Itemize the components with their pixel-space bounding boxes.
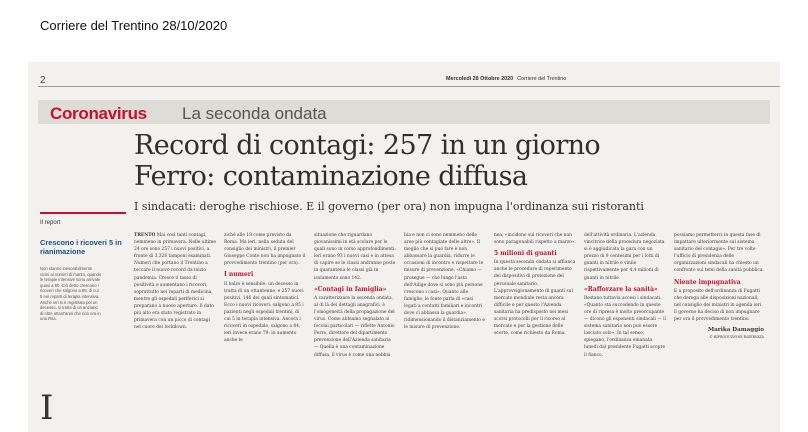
top-rule: [38, 86, 780, 87]
article-caption: Corriere del Trentino 28/10/2020: [40, 18, 228, 33]
author-signature: Marika Damaggio: [707, 327, 764, 334]
column-heading: I numeri: [224, 271, 254, 279]
article-body: [134, 232, 770, 422]
column-text: bia e non ci sono nemmeno delle aree più contagiate delle altre». Il meglio che si può fare è non abbassare la guardia, ridurre le occasioni di incontro e rispettare le misure di prevenzione. «Chiamo — prosegue — che lungo l'asta dell'Adige dove si sono più persone crescono i casi». Quanto alle famiglie, le fonte parla di «casi legati a contatti familiari e incontri dove ci abbassa la guardia», ridimensionando il distanziamento e le misure di prevenzione.: [404, 233, 485, 331]
column-text-continued: A caratterizzare la seconda ondata, al di là dei dettagli anagrafici, è l'omogeneità della propagazione del virus. Come abbiamo segnalato ai focolai particolari — riflette Antonio Ferro, direttore del dipartimento prevenzione dell'Azienda sanitaria — Quella è una contaminazione diffusa, il virus è come una nebbia: [314, 295, 395, 358]
section-subtitle: La seconda ondata: [182, 104, 327, 123]
page-number: 2: [40, 75, 46, 86]
headline: [134, 130, 764, 192]
dateline-date: Mercoledì 28 Ottobre 2020: [446, 76, 514, 82]
column-text: nea, «incidono sui ricoveri che non sono paragonabili rispetto a marzo».: [494, 233, 576, 246]
column-4: [404, 232, 486, 422]
section-bar: [38, 100, 770, 124]
newspaper-page: [28, 62, 780, 432]
column-text: ziché alle 18 come previsto da Roma. Ma ieri, nella seduta del consiglio dei ministri, il premier Giuseppe Conte non ha impugnato il provvedimento trentino (per ora).: [224, 233, 306, 267]
dateline: [446, 76, 566, 82]
column-heading: 5 milioni di guanti: [494, 250, 557, 258]
column-text-continued: In questa seconda ondata si affianca anche le procedure di reperimento dei dispositivi di protezione del personale sanitario. L'approvvigionamento di guanti sul mercato mondiale resta ancora difficile e per questo l'Azienda sanitaria ha predisposto nei mesi scorsi protocolli per il ricorso al mercato e per la gestione delle scorte, come richiesto da Roma.: [494, 260, 576, 337]
column-7: [674, 232, 764, 422]
column-heading: «Rafforzare la sanità»: [584, 285, 658, 293]
section-name: Coronavirus: [50, 104, 147, 123]
sidebar-report: [40, 212, 126, 428]
column-text-continued: Restano tuttavia accesi i sindacati. «Quanto sta succedendo in queste ore di ripresa è molto preoccupante — dicono gli esponenti sindacali — il sistema sanitario non può essere lasciato solo». In tal senso, spiegano, l'ordinanza emanata lunedì dal presidente Fugatti scopre il fianco.: [584, 295, 666, 358]
column-lead: TRENTO: [134, 233, 156, 238]
column-text: dell'attività ordinaria. L'azienda vincitrice della procedura negoziata si è aggiudicata la gara con un prezzo di 9 centesimi per i lotti di guanti in nitrile e vinile rispettivamente per 4,4 milioni di guanti in nitrile.: [584, 233, 665, 281]
copyright-credit: © RIPRODUZIONE RISERVATA: [709, 335, 764, 340]
subheadline: I sindacati: deroghe rischiose. E il governo (per ora) non impugna l'ordinanza sui ristoranti: [134, 200, 644, 213]
column-text: possiamo permetterci in questa fase di impattare ulteriormente sul sistema sanitario del contagio». Per tre volte l'ufficio di presidenza delle organizzazioni sindacali ha chiesto un confronto sui temi della sanità pubblica.: [674, 233, 764, 274]
column-text: situazione che riguardano giovanissimi in età scolare per le quali sono in corso approfondimenti: ieri erano 93 i nuovi casi e in attesa di capire se le classi andranno poste in quarantena le classi già in isolamento sono 142.: [314, 233, 396, 281]
column-heading: «Contagi in famiglia»: [314, 285, 387, 293]
column-6: [584, 232, 666, 422]
sidebar-rule: [40, 212, 126, 214]
sidebar-title: Crescono i ricoveri 5 in rianimazione: [40, 238, 122, 256]
column-text-continued: Il balzo è sensibile: un decesso in tratta di un ottantenne, e 257 nuovi positivi, 146 dei quali sintomatici. Ecco i nuovi ricoveri: salgono a 85 i pazienti negli ospedali trentini, di cui 5 in terapia intensiva. Ancora i ricoveri in ospedale, salgono a 84, ieri invece erano 79: in aumento anche le: [224, 281, 304, 344]
headline-line-2: Ferro: contaminazione diffusa: [134, 161, 528, 192]
column-1: [134, 232, 216, 422]
column-2: [224, 232, 306, 422]
column-5: [494, 232, 576, 422]
dateline-paper: Corriere del Trentino: [517, 76, 567, 82]
sidebar-kicker: Il report: [40, 220, 61, 226]
headline-line-1: Record di contagi: 257 in un giorno: [134, 130, 601, 161]
column-text-continued: E a proposito dell'ordinanza di Fugatti che deroga alle disposizioni nazionali, nel consiglio dei ministri in agenda ieri il governo ha deciso di non impugnare per ora il provvedimento trentino.: [674, 288, 762, 323]
column-text: Mai così tanti contagi, nemmeno in primavera. Nelle ultime 24 ore sono 257 i nuovi positivi, a fronte di 3.326 tamponi esaminati. Numeri che portano il Trentino a toccare il nuovo record da inizio pandemia. Cresce il tasso di positività e aumentano i ricoveri, soprattutto nei reparti di medicina, mentre gli ospedali periferici si preparano a nuove aperture. Il dato più alto era stato registrato in primavera con un picco di contagi nel cuore del lockdown.: [134, 233, 216, 331]
sidebar-drop-cap: I: [40, 388, 54, 428]
sidebar-text: Non stanno inesorabilmente vicini ai numeri di marzo, quando le terapie intensive sono arrivate quasi a 80. Ciò detto crescono i ricoveri che salgono a 85: di cui 5 nei reparti di terapia intensiva. Anche ieri si è registrato poi un decesso, si tratta di un anziano di oltre ottant'anni che non era in una Rsa.: [40, 266, 102, 322]
column-3: [314, 232, 396, 422]
column-heading: Niente impugnativa: [674, 278, 741, 286]
